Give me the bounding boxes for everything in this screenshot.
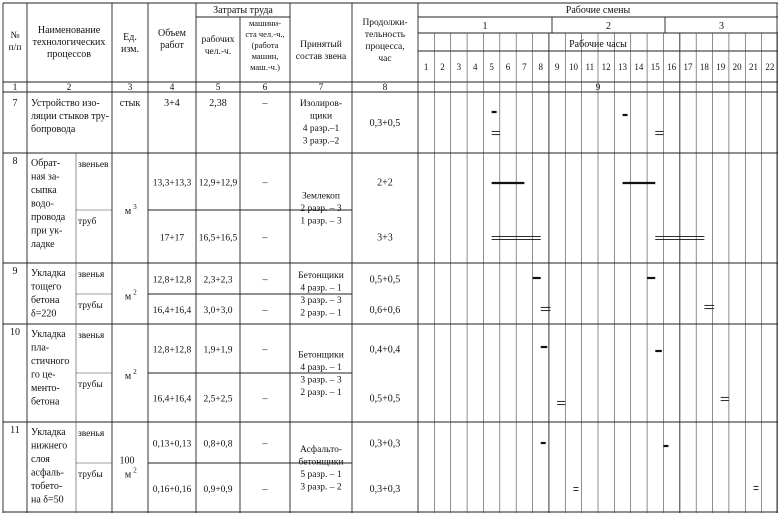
duration: 0,6+0,6 — [369, 305, 401, 316]
duration: 0,3+0,5 — [369, 118, 401, 129]
schedule-bar — [573, 487, 578, 490]
schedule-bar — [492, 131, 500, 134]
machinists: – — [262, 98, 268, 109]
workers: 2,5+2,5 — [203, 394, 233, 405]
crew: Бетонщики — [298, 350, 344, 361]
header-process: процессов — [47, 49, 91, 60]
process-name: Устройство изо- — [31, 98, 100, 109]
process-name: Обрат- — [31, 158, 61, 169]
machinists: – — [262, 177, 268, 189]
duration: 0,3+0,3 — [369, 438, 401, 450]
crew: 2 разр. – 3 — [300, 204, 342, 214]
crew: щики — [309, 111, 333, 122]
duration: 3+3 — [377, 232, 393, 244]
volume: 0,16+0,16 — [152, 485, 192, 495]
unit-superscript: 2 — [133, 368, 137, 376]
machinists: – — [262, 305, 268, 316]
hour-number: 19 — [716, 62, 726, 72]
process-name: пла- — [31, 342, 50, 354]
header-workers: рабочих — [201, 35, 235, 45]
volume: 12,8+12,8 — [152, 345, 192, 356]
hour-number: 8 — [538, 62, 543, 72]
volume: 16,4+16,4 — [152, 394, 192, 405]
volume: 0,13+0,13 — [152, 439, 192, 450]
workers: 16,5+16,5 — [198, 233, 238, 244]
process-name: ляции стыков тру- — [31, 111, 109, 122]
volume: 17+17 — [159, 233, 185, 244]
process-name: бетона — [31, 396, 60, 408]
process-name: Укладка — [31, 329, 66, 340]
hour-number: 6 — [505, 62, 511, 72]
header-crew: состав звена — [295, 52, 347, 62]
duration: 0,4+0,4 — [369, 344, 401, 356]
header-workers: чел.-ч. — [204, 47, 232, 57]
header-volume: Объем — [158, 28, 186, 39]
process-name: δ=220 — [31, 308, 57, 320]
process-name: тощего — [31, 281, 62, 293]
process-name: слоя — [31, 454, 50, 465]
workers: 0,9+0,9 — [203, 485, 233, 495]
process-name: асфаль- — [31, 467, 64, 479]
schedule-bar — [557, 401, 565, 404]
process-name: го це- — [31, 369, 56, 381]
volume: 16,4+16,4 — [152, 306, 192, 316]
process-name: сыпка — [31, 185, 57, 196]
process-name: бетона — [31, 295, 60, 306]
unit-superscript: 2 — [133, 466, 137, 475]
column-number: 2 — [66, 83, 72, 93]
column-number: 7 — [318, 83, 324, 93]
hour-number: 13 — [618, 62, 628, 72]
header-hours: Рабочие часы — [569, 39, 627, 50]
workers: 1,9+1,9 — [203, 345, 233, 356]
header-unit: Ед. — [123, 32, 137, 43]
hour-number: 11 — [585, 62, 595, 72]
unit: 100 — [119, 455, 135, 467]
hour-number: 15 — [650, 62, 660, 72]
sub-label: трубы — [78, 301, 103, 311]
column-number: 9 — [595, 83, 601, 93]
duration: 0,3+0,3 — [369, 484, 401, 495]
crew: 1 разр. – 3 — [300, 216, 342, 227]
unit: стык — [119, 98, 141, 109]
workers: 3,0+3,0 — [203, 306, 233, 316]
machinists: – — [262, 344, 268, 356]
process-name: бопровода — [31, 124, 76, 135]
crew: 3 разр. – 2 — [300, 482, 342, 493]
process-name: водо- — [31, 198, 54, 210]
hour-number: 16 — [667, 62, 677, 72]
hour-number: 2 — [440, 62, 445, 72]
machinists: – — [262, 484, 268, 495]
duration: 0,5+0,5 — [369, 274, 401, 286]
column-number: 8 — [382, 83, 388, 93]
process-name: ная за- — [31, 171, 60, 183]
sub-label: труб — [78, 217, 97, 227]
process-name: стичного — [31, 356, 70, 367]
volume: 3+4 — [164, 98, 180, 109]
crew: Бетонщики — [298, 270, 344, 281]
sub-label: звенья — [78, 429, 105, 439]
machinists: – — [262, 232, 268, 244]
hour-number: 4 — [473, 62, 478, 72]
column-number: 5 — [215, 83, 221, 93]
schedule-bar — [753, 486, 758, 489]
header-machinists: машини- — [248, 18, 282, 28]
shift-number: 3 — [719, 21, 724, 32]
header-labor-costs: Затраты труда — [213, 5, 273, 16]
volume: 12,8+12,8 — [152, 275, 192, 286]
hour-number: 1 — [423, 62, 429, 72]
sub-label: трубы — [78, 470, 103, 480]
column-number: 6 — [262, 83, 268, 93]
crew: 4 разр. – 1 — [300, 362, 342, 373]
workers: 2,38 — [209, 98, 227, 109]
process-name: на δ=50 — [31, 494, 64, 506]
header-duration: Продолжи- — [362, 18, 408, 28]
schedule-bar — [655, 131, 663, 134]
row-number: 8 — [12, 156, 18, 167]
unit: м — [124, 371, 132, 382]
unit: м — [124, 469, 132, 481]
process-name: провода — [31, 212, 66, 223]
table-text — [9, 5, 775, 506]
hour-number: 10 — [568, 62, 578, 72]
sub-label: звенья — [78, 331, 105, 341]
hour-number: 21 — [748, 62, 758, 72]
sub-label: звеньев — [78, 160, 109, 170]
header-process: технологических — [32, 37, 106, 48]
row-number: 9 — [12, 266, 18, 277]
hour-number: 17 — [683, 62, 693, 72]
schedule-bars — [492, 112, 759, 491]
unit-superscript: 3 — [133, 203, 137, 211]
machinists: – — [262, 393, 268, 405]
table-grid — [3, 3, 778, 513]
header-crew: Принятый — [300, 40, 342, 50]
machinists: – — [262, 438, 268, 450]
unit: м — [124, 206, 132, 217]
header-process: Наименование — [37, 25, 101, 36]
workers: 12,9+12,9 — [198, 178, 238, 189]
column-number: 1 — [12, 83, 18, 93]
process-name: тобето- — [31, 481, 63, 492]
hour-number: 14 — [634, 62, 644, 72]
column-number: 3 — [127, 83, 133, 93]
crew: Изолиров- — [299, 99, 343, 109]
crew: 4 разр. – 1 — [300, 283, 342, 294]
crew: 4 разр.–1 — [302, 124, 340, 134]
crew: 3 разр. – 3 — [300, 375, 342, 386]
shift-number: 2 — [606, 21, 611, 32]
hour-number: 5 — [489, 62, 494, 72]
header-machinists: маш.-ч.) — [250, 62, 280, 72]
schedule-bar — [721, 397, 729, 400]
crew: бетонщики — [298, 457, 344, 468]
hour-number: 9 — [554, 62, 560, 72]
sub-label: звенья — [78, 270, 105, 280]
process-name: Укладка — [31, 268, 66, 279]
crew: 2 разр. – 1 — [300, 308, 342, 319]
crew: 2 разр. – 1 — [300, 387, 342, 398]
unit-superscript: 2 — [133, 288, 137, 297]
workers: 0,8+0,8 — [203, 439, 233, 450]
crew: Асфальто- — [299, 444, 343, 455]
header-machinists: (работа — [251, 40, 279, 50]
volume: 13,3+13,3 — [152, 178, 192, 189]
hour-number: 3 — [456, 62, 462, 72]
crew: Землекоп — [302, 191, 340, 202]
row-number: 7 — [12, 98, 18, 109]
column-number: 4 — [169, 83, 175, 93]
row-number: 10 — [10, 327, 20, 338]
process-name: нижнего — [31, 440, 68, 452]
hour-number: 18 — [699, 62, 709, 72]
header-duration: процесса, — [365, 42, 405, 52]
sub-label: трубы — [78, 380, 103, 390]
header-no: № — [10, 31, 20, 41]
unit: м — [124, 291, 132, 303]
hour-number: 20 — [732, 62, 742, 72]
header-shifts: Рабочие смены — [565, 5, 631, 16]
workers: 2,3+2,3 — [203, 275, 233, 286]
hour-number: 22 — [765, 62, 775, 72]
hour-number: 7 — [522, 62, 527, 72]
header-duration: час — [378, 54, 392, 64]
process-name: ладке — [31, 239, 55, 250]
header-duration: тельность — [364, 30, 406, 40]
machinists: – — [262, 274, 268, 286]
hour-number: 12 — [601, 62, 611, 72]
header-machinists: машин, — [251, 51, 279, 61]
shift-number: 1 — [482, 21, 488, 32]
header-machinists: ста чел.-ч., — [245, 29, 285, 39]
header-no: п/п — [8, 43, 22, 53]
process-name: менто- — [31, 383, 60, 394]
header-unit: изм. — [121, 44, 139, 55]
process-name: при ук- — [31, 225, 63, 237]
row-number: 11 — [10, 425, 20, 436]
crew: 3 разр.–2 — [302, 136, 340, 147]
duration: 2+2 — [377, 177, 393, 189]
crew: 3 разр. – 3 — [300, 295, 342, 306]
header-volume: работ — [160, 40, 184, 51]
crew: 5 разр. – 1 — [300, 469, 342, 480]
duration: 0,5+0,5 — [369, 393, 401, 405]
process-name: Укладка — [31, 427, 66, 438]
